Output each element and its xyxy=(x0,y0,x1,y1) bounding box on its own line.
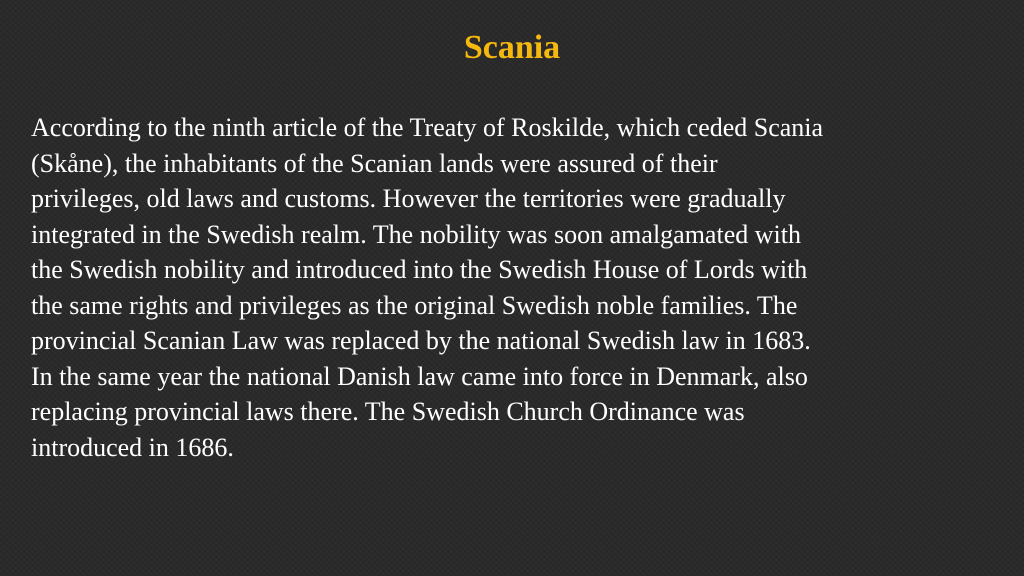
body-line: integrated in the Swedish realm. The nobility was soon amalgamated with xyxy=(31,219,801,249)
body-line: replacing provincial laws there. The Swedish Church Ordinance was xyxy=(31,397,745,426)
body-line: provincial Scanian Law was replaced by the national Swedish law in 1683. xyxy=(31,326,811,355)
slide-body-text xyxy=(31,110,1006,465)
body-line: the Swedish nobility and introduced into the Swedish House of Lords with xyxy=(31,255,808,284)
slide-title: Scania xyxy=(463,29,561,66)
body-line: In the same year the national Danish law came into force in Denmark, also xyxy=(31,361,808,391)
body-line: privileges, old laws and customs. However the territories were gradually xyxy=(31,184,786,213)
body-line: introduced in 1686. xyxy=(31,432,234,462)
body-line: (Skåne), the inhabitants of the Scanian lands were assured of their xyxy=(31,148,718,178)
body-line: the same rights and privileges as the original Swedish noble families. The xyxy=(31,290,798,320)
body-line: According to the ninth article of the Treaty of Roskilde, which ceded Scania xyxy=(31,113,824,142)
